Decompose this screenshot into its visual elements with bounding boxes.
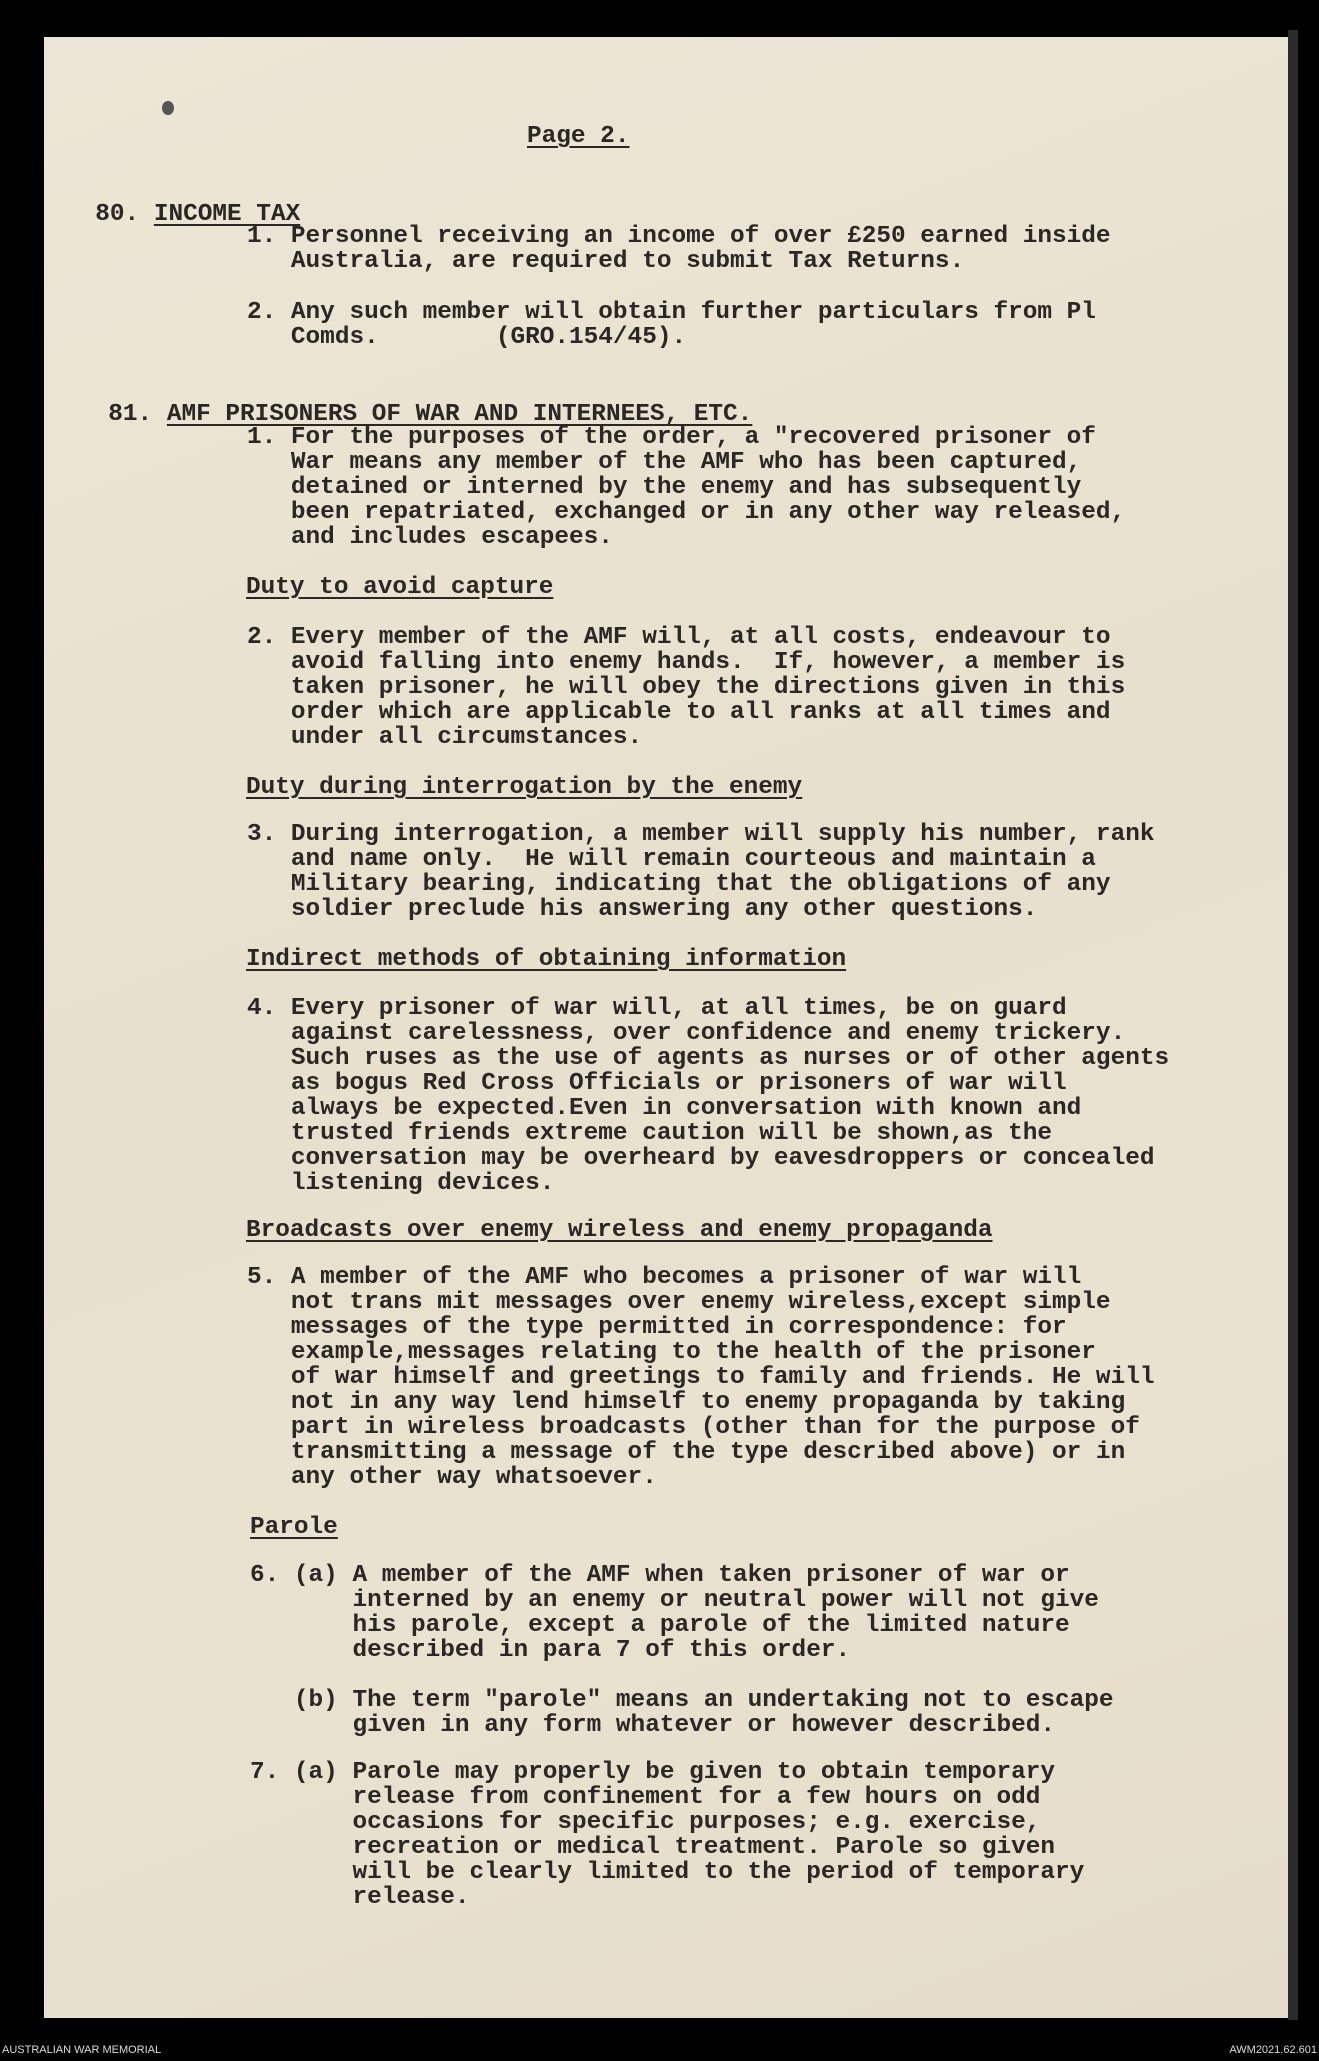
subheading: Broadcasts over enemy wireless and enemy propaganda [246, 1217, 993, 1244]
paragraph [250, 1688, 1114, 1738]
paragraph [247, 822, 1154, 922]
text-line: order which are applicable to all ranks at all times and [247, 699, 1111, 726]
subheading: Duty to avoid capture [246, 574, 554, 601]
text-line: as bogus Red Cross Officials or prisoners of war will [247, 1070, 1067, 1097]
text-line: and includes escapees. [247, 524, 613, 551]
section-number: 81. [108, 401, 153, 428]
text-line: of war himself and greetings to family and friends. He will [247, 1364, 1155, 1391]
text-line: described in para 7 of this order. [250, 1637, 851, 1664]
text-line: not in any way lend himself to enemy propaganda by taking [247, 1389, 1126, 1416]
text-line: (b) The term "parole" means an undertaking not to escape [250, 1687, 1114, 1714]
text-line: conversation may be overheard by eavesdroppers or concealed [247, 1145, 1155, 1172]
section-81-heading [79, 377, 752, 427]
text-line: trusted friends extreme caution will be shown,as the [247, 1120, 1053, 1147]
text-line: will be clearly limited to the period of temporary [250, 1859, 1085, 1886]
text-line: transmitting a message of the type described above) or in [247, 1439, 1126, 1466]
text-line: and name only. He will remain courteous and maintain a [247, 846, 1096, 873]
subheading: Indirect methods of obtaining information [246, 946, 847, 973]
text-line: 1. For the purposes of the order, a "recovered prisoner of [247, 424, 1096, 451]
text-line: avoid falling into enemy hands. If, however, a member is [247, 649, 1126, 676]
text-line: part in wireless broadcasts (other than for the purpose of [247, 1414, 1140, 1441]
text-line: 4. Every prisoner of war will, at all times, be on guard [247, 995, 1067, 1022]
footer-institution: AUSTRALIAN WAR MEMORIAL [2, 2044, 162, 2056]
text-line: taken prisoner, he will obey the directions given in this [247, 674, 1126, 701]
text-line: given in any form whatever or however described. [250, 1712, 1056, 1739]
text-line: 2. Every member of the AMF will, at all costs, endeavour to [247, 624, 1111, 651]
text-line: recreation or medical treatment. Parole so given [250, 1834, 1056, 1861]
text-line: Military bearing, indicating that the obligations of any [247, 871, 1111, 898]
text-line: interned by an enemy or neutral power will not give [250, 1587, 1099, 1614]
text-line: 3. During interrogation, a member will supply his number, rank [247, 821, 1155, 848]
text-line: against carelessness, over confidence and enemy trickery. [247, 1020, 1126, 1047]
text-line: listening devices. [247, 1170, 555, 1197]
section-title: AMF PRISONERS OF WAR AND INTERNEES, ETC. [166, 401, 753, 428]
text-line: 1. Personnel receiving an income of over £250 earned inside [247, 223, 1111, 250]
paragraph [247, 1265, 1154, 1490]
text-line: Comds. (GRO.154/45). [247, 324, 687, 351]
text-line: his parole, except a parole of the limited nature [250, 1612, 1070, 1639]
text-line: 6. (a) A member of the AMF when taken prisoner of war or [250, 1562, 1070, 1589]
paragraph [247, 625, 1125, 750]
text-line: detained or interned by the enemy and has subsequently [247, 474, 1082, 501]
text-line: release from confinement for a few hours on odd [250, 1784, 1041, 1811]
subheading: Duty during interrogation by the enemy [246, 774, 803, 801]
text-line: always be expected.Even in conversation with known and [247, 1095, 1082, 1122]
text-line: Such ruses as the use of agents as nurses or of other agents [247, 1045, 1170, 1072]
text-line: Australia, are required to submit Tax Returns. [247, 248, 965, 275]
text-line: War means any member of the AMF who has been captured, [247, 449, 1082, 476]
paragraph [250, 1760, 1084, 1910]
page-number: Page 2. [527, 123, 630, 150]
paragraph [247, 425, 1125, 550]
text-line: release. [250, 1884, 470, 1911]
paragraph [247, 996, 1169, 1196]
section-80-heading [66, 177, 300, 227]
text-line: soldier preclude his answering any other questions. [247, 896, 1038, 923]
text-line: 2. Any such member will obtain further particulars from Pl [247, 299, 1096, 326]
text-line: any other way whatsoever. [247, 1464, 657, 1491]
text-line: messages of the type permitted in correspondence: for [247, 1314, 1067, 1341]
text-line: occasions for specific purposes; e.g. exercise, [250, 1809, 1041, 1836]
page-edge-shadow [1288, 30, 1298, 2020]
text-line: been repatriated, exchanged or in any other way released, [247, 499, 1126, 526]
text-line: under all circumstances. [247, 724, 643, 751]
paragraph [250, 1563, 1099, 1663]
footer-accession-number: AWM2021.62.601 [1229, 2044, 1317, 2056]
section-number: 80. [95, 201, 140, 228]
text-line: 7. (a) Parole may properly be given to obtain temporary [250, 1759, 1056, 1786]
text-line: not trans mit messages over enemy wireless,except simple [247, 1289, 1111, 1316]
text-line: example,messages relating to the health of the prisoner [247, 1339, 1096, 1366]
paragraph [247, 224, 1111, 274]
paragraph [247, 300, 1096, 350]
text-line: 5. A member of the AMF who becomes a prisoner of war will [247, 1264, 1082, 1291]
subheading: Parole [250, 1514, 338, 1541]
section-title: INCOME TAX [153, 201, 301, 228]
punch-mark [162, 101, 174, 115]
